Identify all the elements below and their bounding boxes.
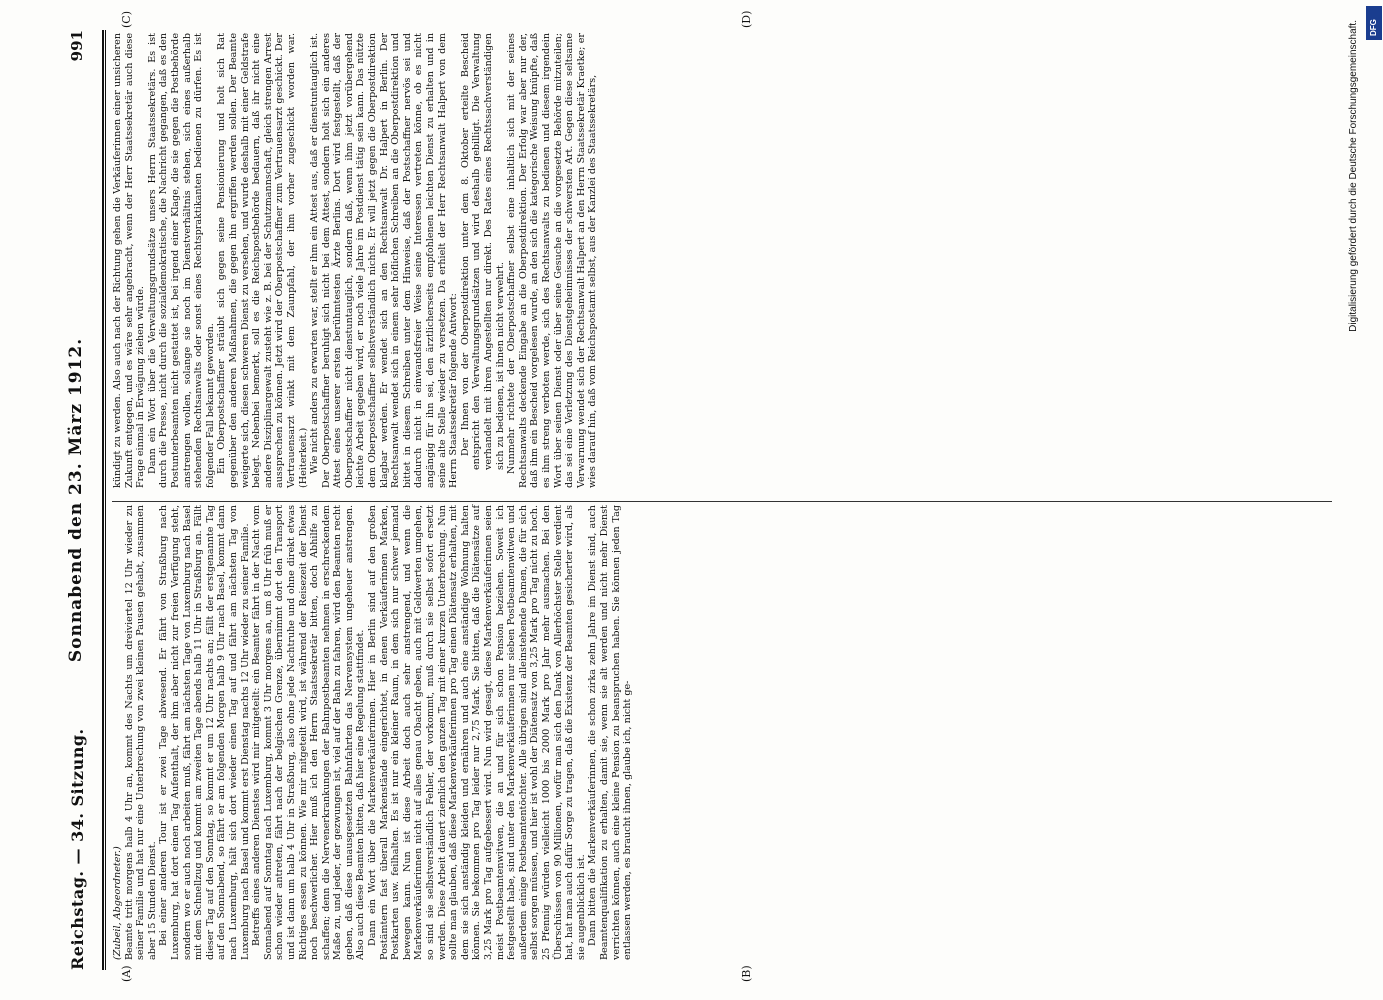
paragraph: Beamte tritt morgens halb 4 Uhr an, kommt des Nachts um dreiviertel 12 Uhr wieder zu seiner Familie und hat nur eine Unterbrechung von zwei kleinen Pausen gehabt, zusammen aber 15 Stunden Dienst. bbox=[123, 505, 158, 960]
paragraph: Dann bitten die Markenverkäuferinnen, die schon zirka zehn Jahre im Dienst sind, auch Beamtenqualifikation zu erhalten, damit sie, wenn sie alt werden und nicht mehr Dienst verrichten können, auch eine kleine Pension zu beanspruchen haben. Sie können jeden Tag entlassen werden, es braucht ihnen, glaube ich, nicht ge- bbox=[587, 505, 634, 960]
margin-mark-d: (D) bbox=[740, 10, 753, 28]
paragraph: kündigt zu werden. Also auch nach der Richtung gehen die Verkäuferinnen einer unsicheren Zukunft entgegen, und es wäre sehr angebracht, wenn der Herr Staatssekretär auch diese Frage einmal in Erwägung ziehen würde. bbox=[112, 33, 147, 488]
margin-mark-a: (A) bbox=[120, 965, 133, 982]
paragraph: Dann ein Wort über die Markenverkäuferinnen. Hier in Berlin sind auf den großen Postämtern fast überall Markenstände eingerichtet, in denen Verkäuferinnen Marken, Postkarten usw. feilhalten. Es ist nur ein kleiner Raum, in dem sich nur schwer jemand bewegen kann. Nun ist diese Arbeit doch auch sehr anstrengend, und wenn die Markenverkäuferinnen nicht auf alles genau Obacht geben, auch mit Geldwerten umgehen, so sind sie selbstverständlich Fehler, der vorkommt, muß durch sie selbst sofort ersetzt werden. Diese Arbeit dauert ziemlich den ganzen Tag mit einer kurzen Unterbrechung. Nun sollte man glauben, daß diese Markenverkäuferinnen pro Tag einen Diätensatz erhalten, mit dem sie sich anständig kleiden und ernähren und auch eine anständige Wohnung halten können. Sie bekommen pro Tag leider nur 2,75 Mark. Sie bitten, daß die Diätensätze auf 3,25 Mark pro Tag aufgebessert wird. Nun wird gesagt, diese Markenverkäuferinnen seien meist Postbeamtenwitwen, die an und für sich schon Pension beziehen. Soweit ich festgestellt habe, sind unter den Markenverkäuferinnen nur sieben Postbeamtenwitwen und außerdem einige Postbeamtentöchter. Alle übrigen sind alleinstehende Damen, die für sich selbst sorgen müssen, und hier ist wohl der Diätensatz von 3,25 Mark pro Tag nicht zu hoch. 25 Pfennig würden vielleicht 1000 bis 2000 Mark pro Jahr mehr ausmachen. Bei den Überschüssen von 90 Millionen, wofür man sich den Dank von Allerhöchster Stelle verdient hat, hat man auch dafür Sorge zu tragen, daß die Existenz der Beamten gesicherter wird, als sie augenblicklich ist. bbox=[367, 505, 587, 960]
dfg-logo bbox=[1366, 6, 1382, 40]
right-column bbox=[112, 33, 599, 488]
paragraph: Bei einer anderen Tour ist er zwei Tage abwesend. Er fährt von Straßburg nach Luxemburg, hat dort einen Tag Aufenthalt, der ihm aber nicht zur freien Verfügung steht, sondern wo er auch noch arbeiten muß, fährt am nächsten Tage von Luxemburg nach Basel mit dem Schnellzug und kommt am zweiten Tage abends halb 11 Uhr in Straßburg an. Fällt dieser Tag auf den Sonntag, so kommt er um 12 Uhr nachts an; fällt der erstgenannte Tag auf den Sonnabend, so fährt er am folgenden Morgen halb 9 Uhr nach Basel, kommt dann nach Luxemburg, hält sich dort wieder einen Tag auf und fährt am nächsten Tag von Luxemburg nach Basel und kommt erst Dienstag nachts 12 Uhr wieder zu seiner Familie. bbox=[158, 505, 251, 960]
paragraph: Ein Oberpostschaffner sträubt sich gegen seine Pensionierung und holt sich Rat gegenüber den anderen Maßnahmen, die gegen ihn ergriffen werden sollen. Der Beamte weigerte sich, diesen schweren Dienst zu versehen, und wurde deshalb mit einer Geldstrafe belegt. Nebenbei bemerkt, soll es die Reichspostbehörde bedauern, daß ihr nicht eine andere Disziplinargewalt zusteht wie z. B. bei der Schutzmannschaft, gleich strengen Arrest aussprechen zu können. Jetzt wird der Oberpostschaffner zum Vertrauensarzt geschickt. Der Vertrauensarzt winkt mit dem Zaunpfahl, der ihm vorher zugeschickt worden war. (Heiterkeit.) bbox=[216, 33, 309, 488]
page-number: 991 bbox=[68, 30, 86, 62]
page-header bbox=[62, 30, 96, 970]
paragraph: Wie nicht anders zu erwarten war, stellt er ihm ein Attest aus, daß er dienstuntauglich ist. Der Oberpostschaffner beruhigt sich nicht bei dem Attest, sondern holt sich ein anderes Attest eines unserer ersten berühmtesten Ärzte Berlins. Dort wird festgestellt, daß der Oberpostschaffner nicht dienstuntauglich, sondern daß, wenn ihm jetzt vorübergehend leichte Arbeit gegeben wird, er noch viele Jahre im Postdienst tätig sein kann. Das nützte dem Oberpostschaffner selbstverständlich nichts. Er will jetzt gegen die Oberpostdirektion klagbar werden. Er wendet sich an den Rechtsanwalt Dr. Halpert in Berlin. Der Rechtsanwalt wendet sich in einem sehr höflichen Schreiben an die Oberpostdirektion und bittet in diesem Schreiben unter dem Hinweise, daß der Postschaffner nervös sei und dadurch nicht in einwandsfreier Weise seine Interessen vertreten könne, ob es nicht angängig für ihn sei, den ärztlicherseits empfohlenen leichten Dienst zu erhalten und in seine alte Stelle wieder zu versetzen. Da erhielt der Herr Rechtsanwalt Halpert von dem Herrn Staatssekretär folgende Antwort: bbox=[309, 33, 460, 488]
paragraph: Betreffs eines anderen Dienstes wird mir mitgeteilt: ein Beamter fährt in der Nacht vom Sonnabend auf Sonntag nach Luxemburg, kommt 3 Uhr morgens an, um 8 Uhr früh muß er schon wieder antreten, fährt nach der belgischen Grenze, übernimmt dort den Transport und ist dann um halb 4 Uhr in Straßburg, also ohne jede Nachtruhe und ohne direkt etwas Richtiges essen zu können. Wie mir mitgeteilt wird, ist während der Reisezeit der Dienst noch beschwerlicher. Hier muß ich den Herrn Staatssekretär bitten, doch Abhilfe zu schaffen; denn die Nervenerkrankungen der Bahnpostbeamten nehmen in erschreckendem Maße zu, und jeder, der gezwungen ist, viel auf der Bahn zu fahren, wird den Beamten recht geben, daß diese unausgesetzten Bahnfahrten das Nervensystem ungeheuer anstrengen. Also auch diese Beamten bitten, daß hier eine Regelung stattfindet. bbox=[251, 505, 367, 960]
header-date: Sonnabend den 23. März 1912. bbox=[66, 337, 86, 663]
dfg-logo-text: DFG bbox=[1369, 19, 1378, 36]
column-divider bbox=[112, 501, 1332, 502]
digitization-note: Digitalisierung gefördert durch die Deutsche Forschungsgemeinschaft. bbox=[1348, 20, 1359, 332]
paragraph: Nunmehr richtete der Oberpostschaffner selbst eine inhaltlich sich mit der seines Rechtsanwalts deckende Eingabe an die Oberpostdirektion. Der Erfolg war aber nur der, daß ihm ein Bescheid vorgelesen wurde, an den sich die kategorische Weisung knüpfte, daß es ihm streng verboten werde, sich des Rechtsanwalts zu bedienen und diesem irgendein Wort über seinen Dienst oder über seine Gesuche an die vorgesetzte Behörde mitzuteilen; das sei eine Verletzung des Dienstgeheimnisses der schwersten Art. Gegen diese seltsame Verwarnung wendet sich der Rechtsanwalt Halpert an den Herrn Staatssekretär Kraetke; er wies darauf hin, daß vom Reichspostamt selbst, aus der Kanzlei des Staatssekretärs, bbox=[506, 33, 599, 488]
header-session: Reichstag. — 34. Sitzung. bbox=[68, 728, 87, 970]
rotated-page-content bbox=[40, 0, 1340, 1000]
left-column bbox=[112, 505, 634, 960]
header-rule bbox=[102, 30, 104, 970]
paragraph: Dann ein Wort über die Verwaltungsgrundsätze unsers Herrn Staatssekretärs. Es ist durch die Presse, nicht durch die sozialdemokratische, die Nachricht gegangen, daß es den Postunterbeamten nicht gestattet ist, bei irgend einer Klage, die sie gegen die Postbehörde anstrengen wollen, solange sie noch im Dienstverhältnis stehen, sich eines außerhalb stehenden Rechtsanwalts oder sonst eines Rechtspraktikanten bedienen zu dürfen. Es ist folgender Fall bekannt geworden. bbox=[146, 33, 216, 488]
speaker-label: (Zubeil, Abgeordneter.) bbox=[112, 846, 123, 960]
margin-mark-b: (B) bbox=[740, 965, 753, 982]
header-rule-thin bbox=[105, 30, 106, 970]
digitization-footer bbox=[1345, 0, 1383, 1000]
margin-mark-c: (C) bbox=[120, 11, 133, 28]
quoted-reply: Der Ihnen von der Oberpostdirektion unter dem 8. Oktober erteilte Bescheid entspricht den Verwaltungsgrundsätzen und wird deshalb gebilligt. Die Verwaltung verhandelt mit ihren Angestellten nur direkt. Des Rates eines Rechtssachverständigen sich zu bedienen, ist ihnen nicht verwehrt. bbox=[459, 33, 506, 470]
